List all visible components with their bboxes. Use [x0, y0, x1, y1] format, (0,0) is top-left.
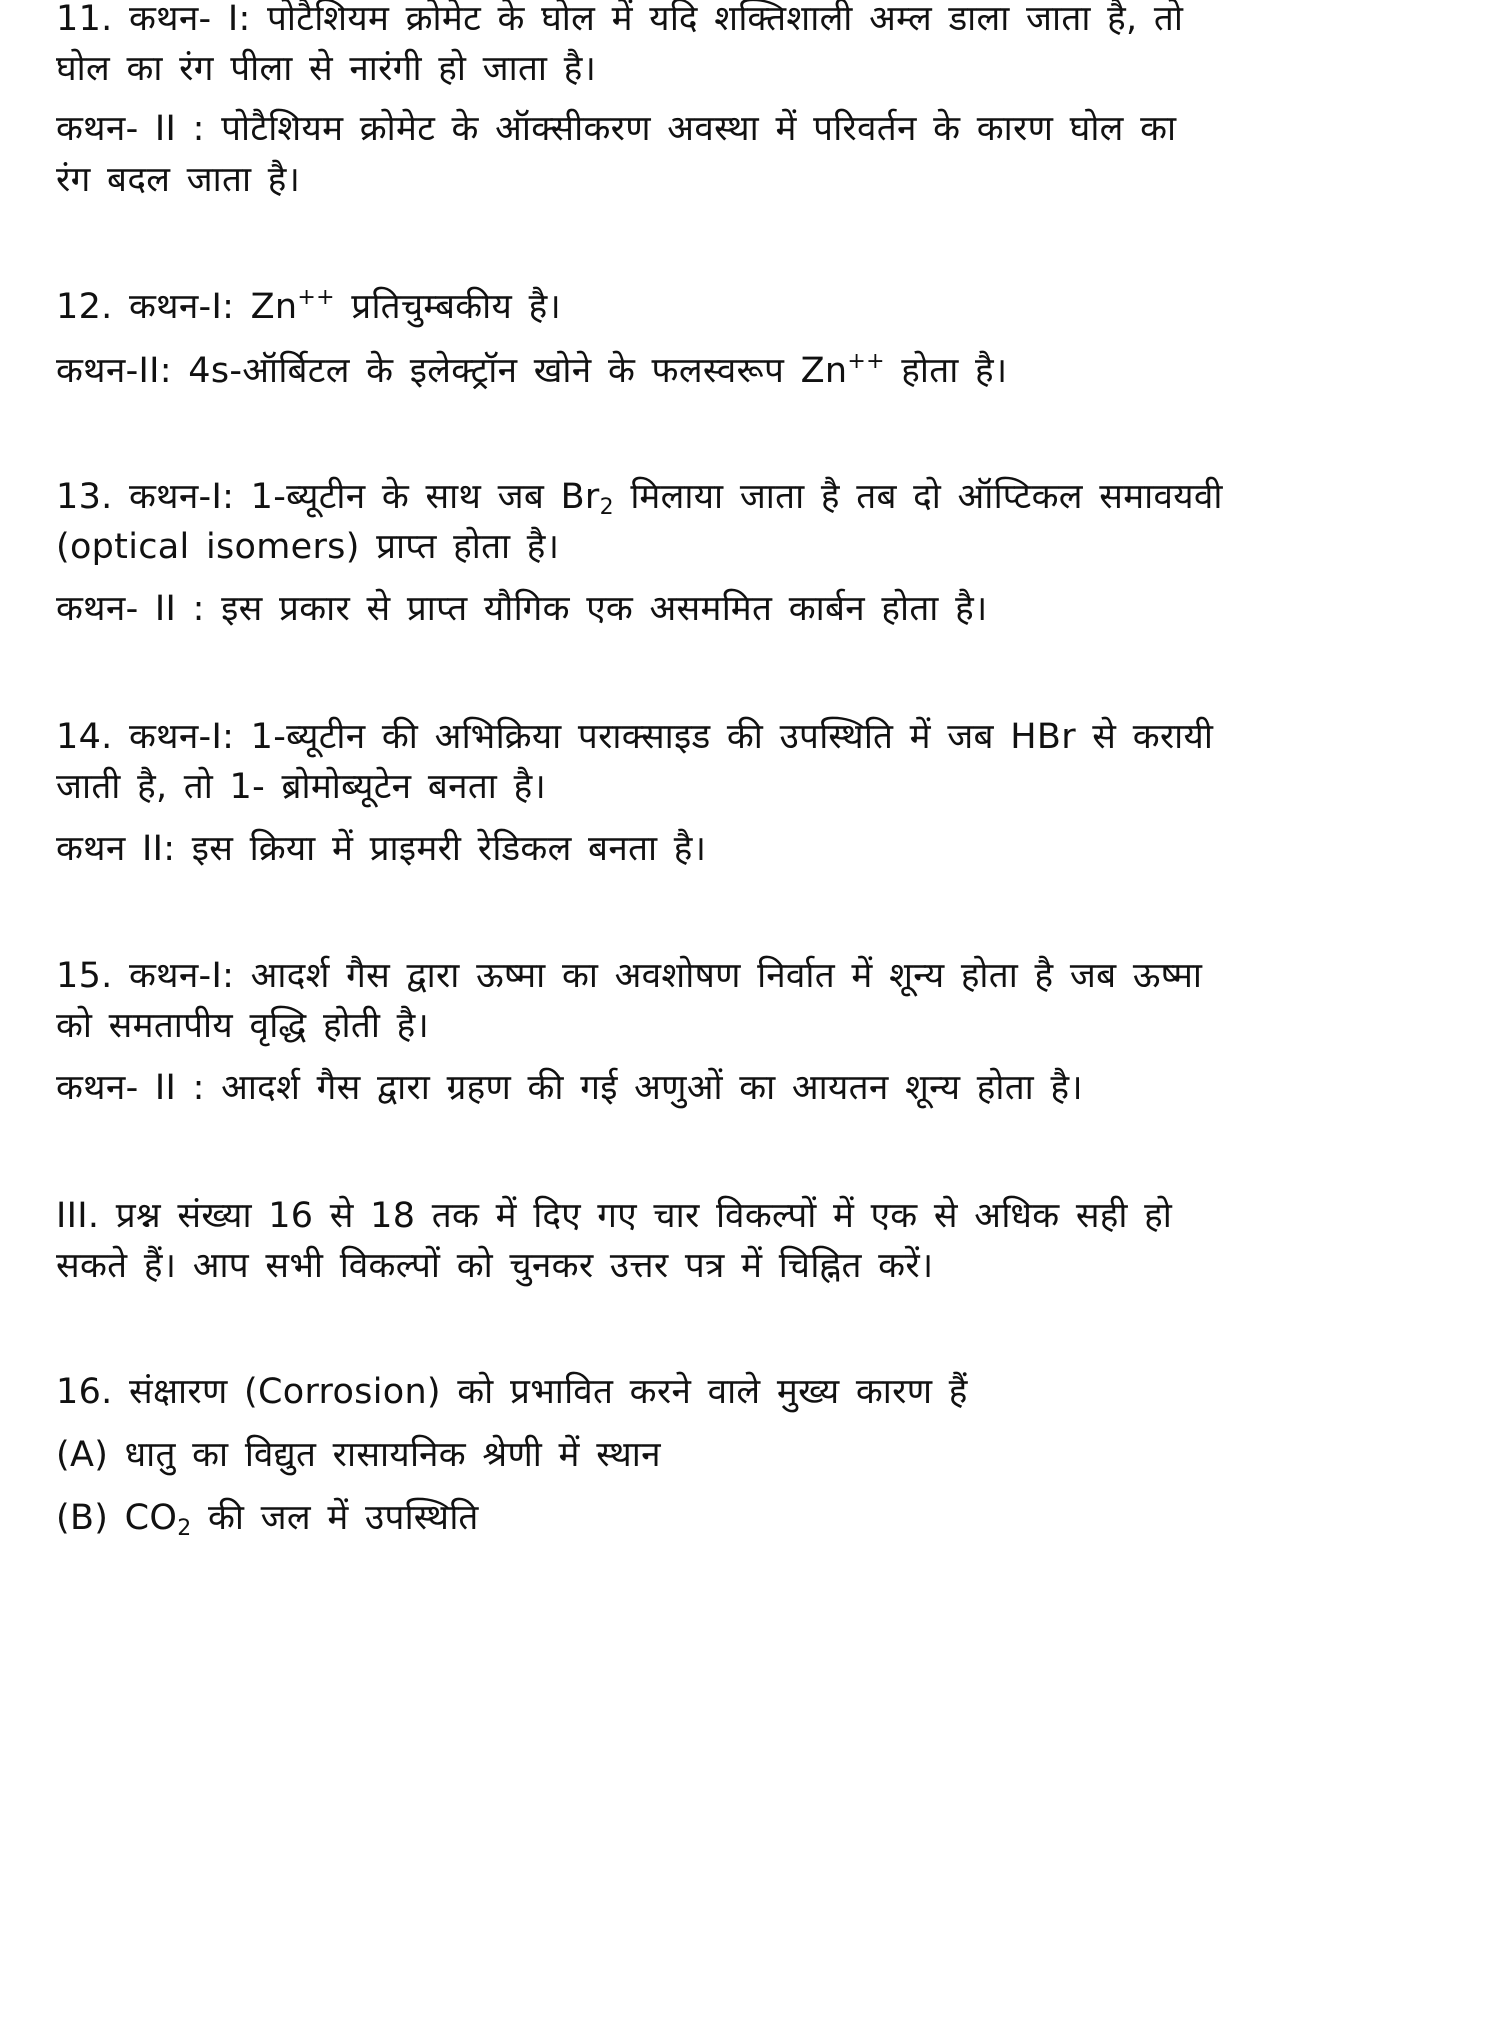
q12-line-1 — [56, 282, 561, 332]
q12-line-2-text: कथन-II: 4s-ऑर्बिटल के इलेक्ट्रॉन खोने के फलस्वरूप Zn — [56, 351, 848, 391]
q14-line-1: 14. कथन-I: 1-ब्यूटीन की अभिक्रिया पराक्साइड की उपस्थिति में जब HBr से करायी — [56, 717, 1214, 757]
q11-line-1: 11. कथन- I: पोटैशियम क्रोमेट के घोल में यदि शक्तिशाली अम्ल डाला जाता है, तो — [56, 0, 1184, 39]
q16-option-b-text-end: की जल में उपस्थिति — [191, 1498, 479, 1538]
section-3-instruction-line-1: III. प्रश्न संख्या 16 से 18 तक में दिए गए चार विकल्पों में एक से अधिक सही हो — [56, 1196, 1173, 1236]
q12-line-1-text-end: प्रतिचुम्बकीय है। — [334, 287, 562, 327]
q14-line-3: कथन II: इस क्रिया में प्राइमरी रेडिकल बनता है। — [56, 829, 707, 869]
q13-line-1 — [56, 472, 1223, 522]
q16-option-b-subscript: 2 — [177, 1516, 192, 1541]
q11-line-4: रंग बदल जाता है। — [56, 160, 301, 200]
q11-line-3: कथन- II : पोटैशियम क्रोमेट के ऑक्सीकरण अवस्था में परिवर्तन के कारण घोल का — [56, 109, 1177, 149]
q16-question: 16. संक्षारण (Corrosion) को प्रभावित करने वाले मुख्य कारण हैं — [56, 1372, 968, 1412]
q13-line-1-text: 13. कथन-I: 1-ब्यूटीन के साथ जब Br — [56, 477, 600, 517]
q13-line-3: कथन- II : इस प्रकार से प्राप्त यौगिक एक असममित कार्बन होता है। — [56, 589, 988, 629]
q16-option-b — [56, 1493, 479, 1543]
q13-line-2: (optical isomers) प्राप्त होता है। — [56, 527, 560, 567]
q16-option-a: (A) धातु का विद्युत रासायनिक श्रेणी में स्थान — [56, 1435, 661, 1475]
q11-line-2: घोल का रंग पीला से नारंगी हो जाता है। — [56, 49, 597, 89]
q13-line-1-subscript: 2 — [599, 495, 614, 520]
q15-line-2: को समतापीय वृद्धि होती है। — [56, 1006, 430, 1046]
q12-line-1-text: 12. कथन-I: Zn — [56, 287, 298, 327]
q12-line-1-superscript: ++ — [297, 285, 335, 310]
q16-option-b-text: (B) CO — [56, 1498, 178, 1538]
q13-line-1-text-end: मिलाया जाता है तब दो ऑप्टिकल समावयवी — [613, 477, 1223, 517]
section-3-instruction-line-2: सकते हैं। आप सभी विकल्पों को चुनकर उत्तर पत्र में चिह्नित करें। — [56, 1246, 934, 1286]
q12-line-2-text-end: होता है। — [884, 351, 1008, 391]
q14-line-2: जाती है, तो 1- ब्रोमोब्यूटेन बनता है। — [56, 767, 547, 807]
q15-line-1: 15. कथन-I: आदर्श गैस द्वारा ऊष्मा का अवशोषण निर्वात में शून्य होता है जब ऊष्मा — [56, 956, 1203, 996]
q12-line-2-superscript: ++ — [847, 349, 885, 374]
q15-line-3: कथन- II : आदर्श गैस द्वारा ग्रहण की गई अणुओं का आयतन शून्य होता है। — [56, 1068, 1083, 1108]
q12-line-2 — [56, 346, 1007, 396]
